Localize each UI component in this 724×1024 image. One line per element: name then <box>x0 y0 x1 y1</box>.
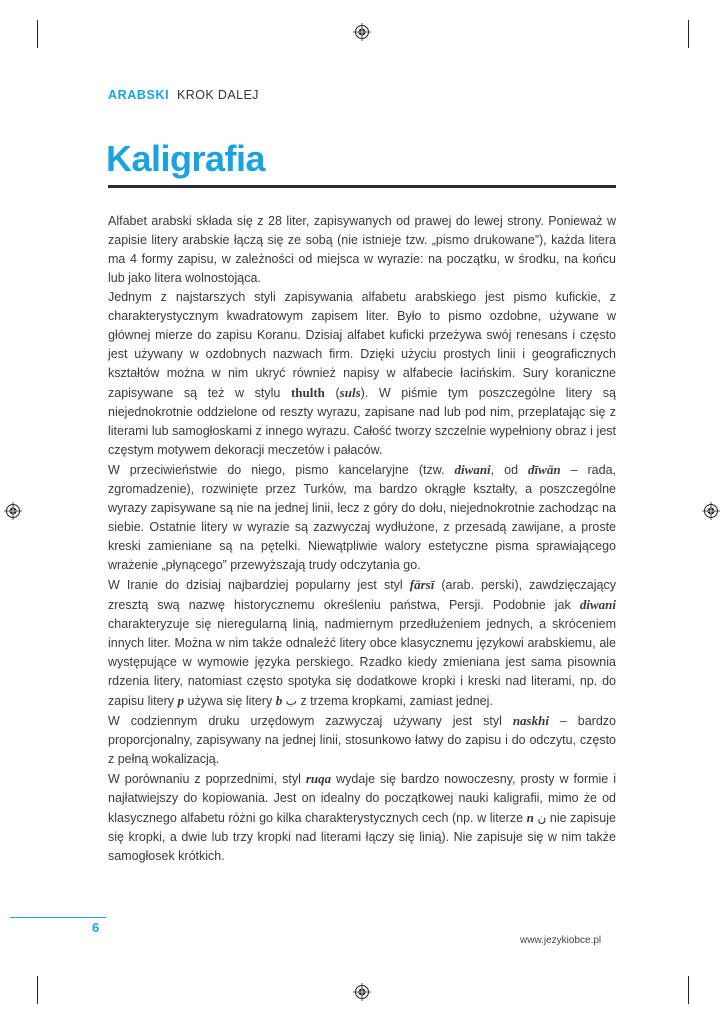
paragraph-text: W codziennym druku urzędowym zazwyczaj używany jest styl <box>108 714 513 728</box>
paragraph <box>108 575 616 711</box>
header-brand: ARABSKI <box>108 88 170 102</box>
paragraph <box>108 711 616 769</box>
paragraph-text: (arab. perski), zawdzięczający zresztą swą nazwę historycznemu określeniu państwa, Persji. Podobnie jak <box>108 578 616 612</box>
registration-mark-icon <box>702 502 720 520</box>
page-number-rule <box>10 917 106 918</box>
registration-mark-icon <box>353 23 371 41</box>
term-diwani: diwani <box>454 462 491 477</box>
registration-mark-icon <box>353 983 371 1001</box>
footer-url[interactable]: www.jezykiobce.pl <box>520 935 602 946</box>
paragraph-text: z trzema kropkami, zamiast jednej. <box>296 694 493 708</box>
paragraph <box>108 769 616 866</box>
paragraph <box>108 212 616 288</box>
paragraph-text: , od <box>490 463 529 477</box>
term-diwani: diwani <box>579 597 616 612</box>
running-header <box>108 88 259 102</box>
paragraph-text: wydaje się bardzo nowoczesny, prosty w formie i najłatwiejszy do kopiowania. Jest on idealny do początkowej nauki kaligrafii, mimo że od klasycznego alfabetu różni go kilka charakterystycznych cech (np. w literze <box>108 772 616 825</box>
term-thulth: thulth <box>290 385 325 400</box>
crop-mark <box>37 976 38 1004</box>
paragraph-text: nie zapisuje się kropki, a dwie lub trzy kropki nad literami łączy się linią). Nie zapisuje się w nim także samogłosek krótkich. <box>108 811 616 863</box>
term-diwan: dīwān <box>528 462 561 477</box>
paragraph-text: używa się litery <box>183 694 276 708</box>
letter-p: p <box>177 693 184 708</box>
title-rule <box>108 185 616 188</box>
paragraph: Jednym z najstarszych styli zapisywania alfabetu arabskiego jest pismo kufickie, z charakterystycznym kwadratowym zapisem liter. Było to pismo ozdobne, używane w głównej mierze do zapisu Koranu. Dzisiaj alfabet kuficki przeżywa swój renesans i często jest używany w ozdobnych nazwach firm. Dzięki użyciu prostych linii i geograficznych kształtów można w nim ukryć również napisy w alfabecie łacińskim. Sury koraniczne zapisywane są też w stylu thulth (suls). W piśmie tym poszczególne litery są niejednokrotnie oddzielone od reszty wyrazu, zapisane nad lub pod nim, przeplatając się z literami lub samogłoskami z innego wyrazu. Całość tworzy szczelnie wypełniony obraz i jest częstym motywem dekoracji meczetów i pałaców. <box>108 290 616 457</box>
letter-b: b <box>275 693 283 708</box>
paragraph-text: – rada, zgromadzenie), rozwinięte przez Turków, ma bardzo okrągłe kształty, a poszczególne wyrazy zapisywane są nie na jednej linii, lecz z góry do dołu, niejednokrotnie zachodząc na siebie. Ostatnie litery w wyrazie są zazwyczaj wydłużone, z przesadą zawijane, a proste kreski zamieniane są na pętelki. Niewątpliwie walory estetyczne pisma sprawiającego wrażenie „płynącego” przewyższają trudy odczytania go. <box>108 463 617 572</box>
paragraph-text: – bardzo proporcjonalny, zapisywany na jednej linii, stosunkowo łatwy do zapisu i do odczytu, często z pełną wokalizacją. <box>108 714 616 766</box>
paragraph-text: . W piśmie tym poszczególne litery są niejednokrotnie oddzielone od reszty wyrazu, zapisane nad lub pod nim, przeplatając się z literami lub samogłoskami z innego wyrazu. Całość tworzy szczelnie wypełniony obraz i jest częstym motywem dekoracji meczetów i pałaców. <box>108 386 616 457</box>
registration-mark-icon <box>4 502 22 520</box>
term-ruqa: ruqa <box>305 771 332 786</box>
letter-n: n <box>526 810 534 825</box>
page-number: 6 <box>92 920 100 935</box>
article-body <box>108 212 616 866</box>
paragraph-text: W przeciwieństwie do niego, pismo kancelaryjne (tzw. <box>108 463 455 477</box>
crop-mark <box>37 20 38 48</box>
paragraph-text: Jednym z najstarszych styli zapisywania alfabetu arabskiego jest pismo kufickie, z charakterystycznym kwadratowym zapisem liter. Było to pismo ozdobne, używane w głównej mierze do zapisu Koranu. Dzisiaj alfabet kuficki przeżywa swój renesans i często jest używany w ozdobnych nazwach firm. Dzięki użyciu prostych linii i geograficznych kształtów można w nim ukryć również napisy w alfabecie łacińskim. Sury koraniczne zapisywane są też w stylu <box>108 290 616 400</box>
paragraph <box>108 460 616 575</box>
paragraph-text: Alfabet arabski składa się z 28 liter, zapisywanych od prawej do lewej strony. Ponieważ w zapisie litery arabskie łączą się ze sobą (nie istnieje tzw. „pismo drukowane”), każda litera ma 4 formy zapisu, w zależności od miejsca w wyrazie: na początku, w środku, na końcu lub jako litera wolnostojąca. <box>108 214 616 285</box>
term-suls: suls <box>339 385 361 400</box>
page-title: Kaligrafia <box>106 138 266 179</box>
arabic-letter-b: ب <box>285 694 297 708</box>
header-series: KROK DALEJ <box>177 88 259 102</box>
paragraph-text: W porównaniu z poprzednimi, styl <box>108 772 306 786</box>
term-naskhi: naskhi <box>512 713 549 728</box>
term-farsi: fārsī <box>409 577 435 592</box>
paragraph-text: charakteryzuje się nieregularną linią, nadmiernym przedłużeniem jednych, a skróceniem innych liter. Można w nim także odnaleźć litery obce klasycznemu językowi arabskiemu, ale występujące w wymowie języka perskiego. Rzadko kiedy zmieniana jest sama pisownia rdzenia litery, natomiast często spotyka się dodatkowe kropki i kreski nad literami, np. do zapisu litery <box>108 617 616 708</box>
arabic-letter-n: ن <box>537 811 547 825</box>
crop-mark <box>688 976 689 1004</box>
paragraph-text: W Iranie do dzisiaj najbardziej popularny jest styl <box>108 578 410 592</box>
crop-mark <box>688 20 689 48</box>
